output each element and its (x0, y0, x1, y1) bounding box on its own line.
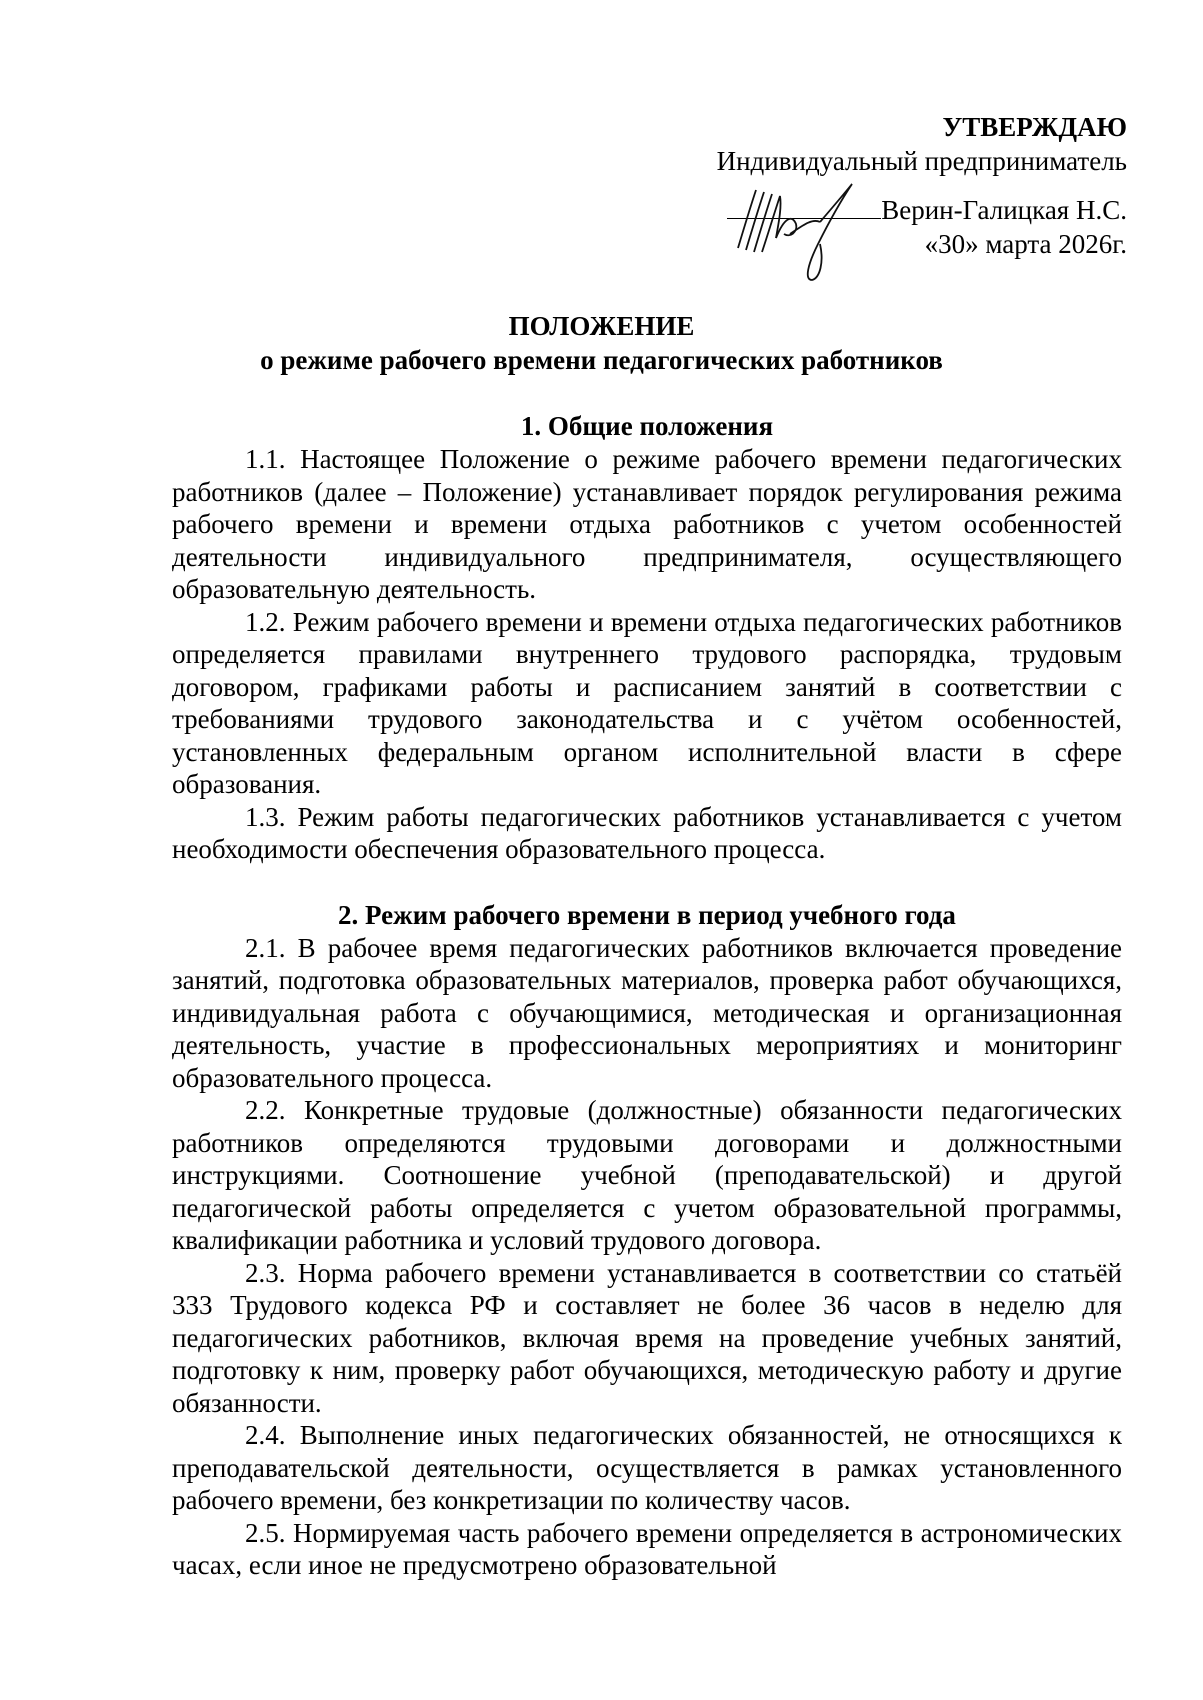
section-heading: 2. Режим рабочего времени в период учебного года (338, 899, 956, 930)
paragraph: 2.3. Норма рабочего времени устанавливается в соответствии со статьёй 333 Трудового кодекса РФ и составляет не более 36 часов в неделю для педагогических работников, включая время на проведение учебных занятий, подготовку к ним, проверку работ обучающихся, методическую работу и другие обязанности. (172, 1257, 1122, 1418)
paragraph: 1.1. Настоящее Положение о режиме рабочего времени педагогических работников (далее – Положение) устанавливает порядок регулирования режима рабочего времени и времени отдыха работников с учетом особенностей деятельности индивидуального предпринимателя, осуществляющего образовательную деятельность. (172, 444, 1122, 604)
section-spacer (172, 866, 1122, 898)
document-title: ПОЛОЖЕНИЕ (508, 311, 695, 341)
paragraph: 1.3. Режим работы педагогических работников устанавливается с учетом необходимости обеспечения образовательного процесса. (172, 801, 1122, 864)
paragraph: 2.4. Выполнение иных педагогических обязанностей, не относящихся к преподавательской деятельности, осуществляется в рамках установленного рабочего времени, без конкретизации по количеству часов. (172, 1420, 1122, 1515)
document-body (172, 409, 1122, 1582)
handwritten-signature (720, 178, 870, 288)
document-subtitle: о режиме рабочего времени педагогических работников (260, 345, 943, 375)
paragraph: 2.2. Конкретные трудовые (должностные) обязанности педагогических работников определяются трудовыми договорами и должностными инструкциями. Соотношение учебной (преподавательской) и другой педагогической работы определяется с учетом образовательной программы, квалификации работника и условий трудового договора. (172, 1095, 1122, 1255)
approval-position: Индивидуальный предприниматель (716, 146, 1127, 176)
paragraph: 1.2. Режим рабочего времени и времени отдыха педагогических работников определяется правилами внутреннего трудового распорядка, трудовым договором, графиками работы и расписанием занятий в соответствии с требованиями трудового законодательства и с учётом особенностей, установленных федеральным органом исполнительной власти в сфере образования. (172, 606, 1122, 799)
approval-heading: УТВЕРЖДАЮ (942, 112, 1127, 142)
paragraph: 2.1. В рабочее время педагогических работников включается проведение занятий, подготовка образовательных материалов, проверка работ обучающихся, индивидуальная работа с обучающимися, методическая и организационная деятельность, участие в профессиональных мероприятиях и мониторинг образовательного процесса. (172, 932, 1122, 1093)
document-title-block (0, 309, 1203, 377)
approval-date: «30» марта 2026г. (924, 229, 1127, 259)
approval-name: Верин-Галицкая Н.С. (881, 195, 1127, 225)
paragraph: 2.5. Нормируемая часть рабочего времени определяется в астрономических часах, если иное не предусмотрено образовательной (172, 1517, 1122, 1580)
section-heading: 1. Общие положения (520, 411, 774, 441)
